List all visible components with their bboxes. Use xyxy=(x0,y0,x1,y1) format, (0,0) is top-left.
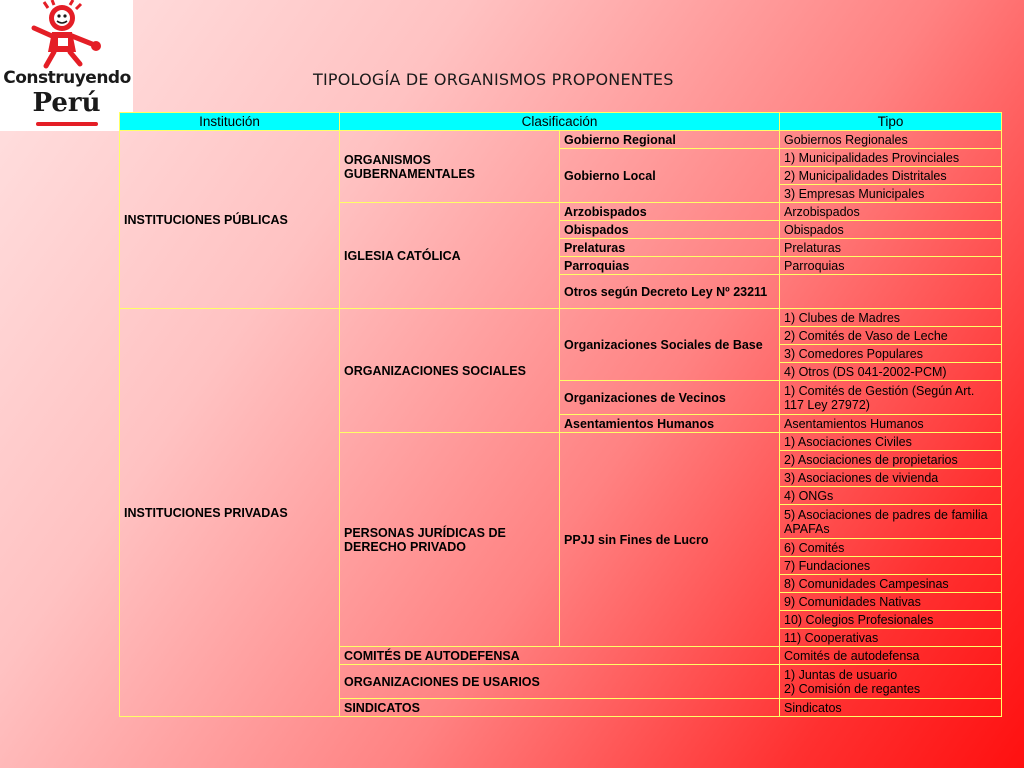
clasificacion-sindicatos: SINDICATOS xyxy=(340,699,780,717)
mascot-icon xyxy=(0,0,133,70)
tipo-cell: 1) Asociaciones Civiles xyxy=(780,433,1002,451)
tipo-cell xyxy=(780,665,1002,699)
clasificacion-juridicas: PERSONAS JURÍDICAS DE DERECHO PRIVADO xyxy=(340,433,560,647)
tipo-cell: 4) Otros (DS 041-2002-PCM) xyxy=(780,363,1002,381)
tipo-cell: 1) Clubes de Madres xyxy=(780,309,1002,327)
sub-asentamientos: Asentamientos Humanos xyxy=(560,415,780,433)
tipo-cell: 3) Comedores Populares xyxy=(780,345,1002,363)
tipo-cell: Prelaturas xyxy=(780,239,1002,257)
logo-underline xyxy=(36,122,98,126)
tipo-cell: Comités de autodefensa xyxy=(780,647,1002,665)
clasificacion-autodefensa: COMITÉS DE AUTODEFENSA xyxy=(340,647,780,665)
sub-cell: Arzobispados xyxy=(560,203,780,221)
sub-cell: Otros según Decreto Ley Nº 23211 xyxy=(560,275,780,309)
logo xyxy=(0,0,133,131)
institucion-privadas: INSTITUCIONES PRIVADAS xyxy=(120,309,340,717)
tipo-cell: 9) Comunidades Nativas xyxy=(780,593,1002,611)
tipo-line: 2) Comisión de regantes xyxy=(784,681,921,696)
tipo-cell: 3) Empresas Municipales xyxy=(780,185,1002,203)
table-row xyxy=(120,309,1002,327)
clasificacion-usuarios: ORGANIZACIONES DE USARIOS xyxy=(340,665,780,699)
tipo-cell: 5) Asociaciones de padres de familia APAFAs xyxy=(780,505,1002,539)
institucion-publicas: INSTITUCIONES PÚBLICAS xyxy=(120,131,340,309)
sub-cell: Prelaturas xyxy=(560,239,780,257)
tipo-cell: Gobiernos Regionales xyxy=(780,131,1002,149)
tipo-cell: 11) Cooperativas xyxy=(780,629,1002,647)
clasificacion-iglesia: IGLESIA CATÓLICA xyxy=(340,203,560,309)
tipo-cell xyxy=(780,275,1002,309)
sub-organizaciones-vecinos: Organizaciones de Vecinos xyxy=(560,381,780,415)
tipo-cell: 4) ONGs xyxy=(780,487,1002,505)
tipo-cell: 10) Colegios Profesionales xyxy=(780,611,1002,629)
sub-gobierno-regional: Gobierno Regional xyxy=(560,131,780,149)
sub-gobierno-local: Gobierno Local xyxy=(560,149,780,203)
tipo-cell: 3) Asociaciones de vivienda xyxy=(780,469,1002,487)
organismos-table xyxy=(119,112,1002,717)
tipo-cell: 2) Comités de Vaso de Leche xyxy=(780,327,1002,345)
sub-cell: Parroquias xyxy=(560,257,780,275)
header-clasificacion: Clasificación xyxy=(340,113,780,131)
tipo-cell: 6) Comités xyxy=(780,539,1002,557)
tipo-cell: 2) Municipalidades Distritales xyxy=(780,167,1002,185)
tipo-cell: 7) Fundaciones xyxy=(780,557,1002,575)
logo-text-country: Perú xyxy=(32,88,101,118)
tipo-cell: 1) Municipalidades Provinciales xyxy=(780,149,1002,167)
tipo-cell: Parroquias xyxy=(780,257,1002,275)
tipo-cell: 8) Comunidades Campesinas xyxy=(780,575,1002,593)
tipo-cell: Asentamientos Humanos xyxy=(780,415,1002,433)
sub-ppjj: PPJJ sin Fines de Lucro xyxy=(560,433,780,647)
header-tipo: Tipo xyxy=(780,113,1002,131)
tipo-cell: 1) Comités de Gestión (Según Art. 117 Ley 27972) xyxy=(780,381,1002,415)
logo-text: Construyendo xyxy=(3,68,131,88)
tipo-line: 1) Juntas de usuario xyxy=(784,667,898,682)
sub-cell: Obispados xyxy=(560,221,780,239)
page-title: TIPOLOGÍA DE ORGANISMOS PROPONENTES xyxy=(313,70,674,89)
tipo-cell: Arzobispados xyxy=(780,203,1002,221)
clasificacion-gubernamentales: ORGANISMOS GUBERNAMENTALES xyxy=(340,131,560,203)
tipo-cell: Obispados xyxy=(780,221,1002,239)
tipo-cell: 2) Asociaciones de propietarios xyxy=(780,451,1002,469)
tipo-cell: Sindicatos xyxy=(780,699,1002,717)
table-header-row xyxy=(120,113,1002,131)
header-institucion: Institución xyxy=(120,113,340,131)
sub-organizaciones-base: Organizaciones Sociales de Base xyxy=(560,309,780,381)
clasificacion-sociales: ORGANIZACIONES SOCIALES xyxy=(340,309,560,433)
table-row xyxy=(120,131,1002,149)
